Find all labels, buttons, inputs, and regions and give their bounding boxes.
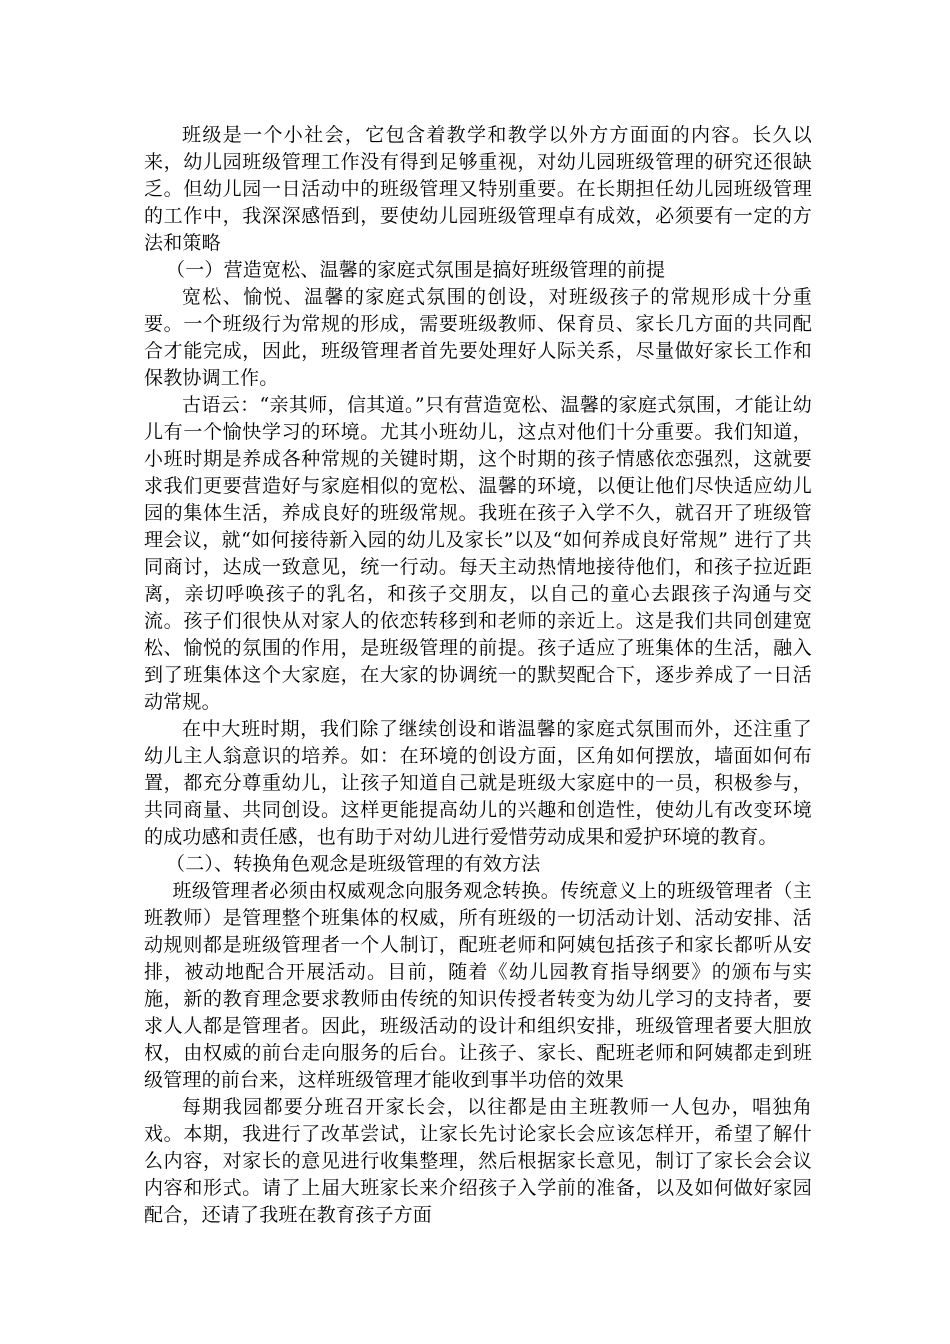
paragraph-1-3: 在中大班时期，我们除了继续创设和谐温馨的家庭式氛围而外，还注重了幼儿主人翁意识的培养。如：在环境的创设方面，区角如何摆放，墙面如何布置，都充分尊重幼儿，让孩子知道自己就是班级大家庭中的一员，积极参与，共同商量、共同创设。这样更能提高幼儿的兴趣和创造性，使幼儿有改变环境的成功感和责任感，也有助于对幼儿进行爱惜劳动成果和爱护环境的教育。 [144,718,812,848]
paragraph-1-2: 古语云：“亲其师，信其道。”只有营造宽松、温馨的家庭式氛围，才能让幼儿有一个愉快学习的环境。尤其小班幼儿，这点对他们十分重要。我们知道，小班时期是养成各种常规的关键时期，这个时期的孩子情感依恋强烈，这就要求我们更要营造好与家庭相似的宽松、温馨的环境，以便让他们尽快适应幼儿园的集体生活，养成良好的班级常规。我班在孩子入学不久，就召开了班级管理会议，就“如何接待新入园的幼儿及家长”以及“如何养成良好常规” 进行了共同商讨，达成一致意见，统一行动。每天主动热情地接待他们，和孩子拉近距离，亲切呼唤孩子的乳名，和孩子交朋友，以自己的童心去跟孩子沟通与交流。孩子们很快从对家人的依恋转移到和老师的亲近上。这是我们共同创建宽松、愉悦的氛围的作用，是班级管理的前提。孩子适应了班集体的生活，融入到了班集体这个大家庭，在大家的协调统一的默契配合下，逐步养成了一日活动常规。 [144,394,812,713]
section-heading-1: （一）营造宽松、温馨的家庭式氛围是搞好班级管理的前提 [166,259,666,281]
paragraph-intro: 班级是一个小社会，它包含着教学和教学以外方方面面的内容。长久以来，幼儿园班级管理工作没有得到足够重视，对幼儿园班级管理的研究还很缺乏。但幼儿园一日活动中的班级管理又特别重要。在长期担任幼儿园班级管理的工作中，我深深感悟到，要使幼儿园班级管理卓有成效，必须要有一定的方法和策略 [144,124,812,254]
section-heading-2: （二）、转换角色观念是班级管理的有效方法 [166,853,541,875]
paragraph-1-1: 宽松、愉悦、温馨的家庭式氛围的创设，对班级孩子的常规形成十分重要。一个班级行为常规的形成，需要班级教师、保育员、家长几方面的共同配合才能完成，因此，班级管理者首先要处理好人际关系，尽量做好家长工作和保教协调工作。 [144,286,812,389]
paragraph-2-2: 每期我园都要分班召开家长会，以往都是由主班教师一人包办，唱独角戏。本期，我进行了改革尝试，让家长先讨论家长会应该怎样开，希望了解什么内容，对家长的意见进行收集整理，然后根据家长意见，制订了家长会会议内容和形式。请了上届大班家长来介绍孩子入学前的准备，以及如何做好家园配合，还请了我班在教育孩子方面 [144,1096,812,1226]
paragraph-2-1: 班级管理者必须由权威观念向服务观念转换。传统意义上的班级管理者（主班教师）是管理整个班集体的权威，所有班级的一切活动计划、活动安排、活动规则都是班级管理者一个人制订，配班老师和阿姨包括孩子和家长都听从安排，被动地配合开展活动。目前，随着《幼儿园教育指导纲要》的颁布与实施，新的教育理念要求教师由传统的知识传授者转变为幼儿学习的支持者，要求人人都是管理者。因此，班级活动的设计和组织安排，班级管理者要大胆放权，由权威的前台走向服务的后台。让孩子、家长、配班老师和阿姨都走到班级管理的前台来，这样班级管理才能收到事半功倍的效果 [144,880,812,1091]
document-body [144,122,812,1229]
